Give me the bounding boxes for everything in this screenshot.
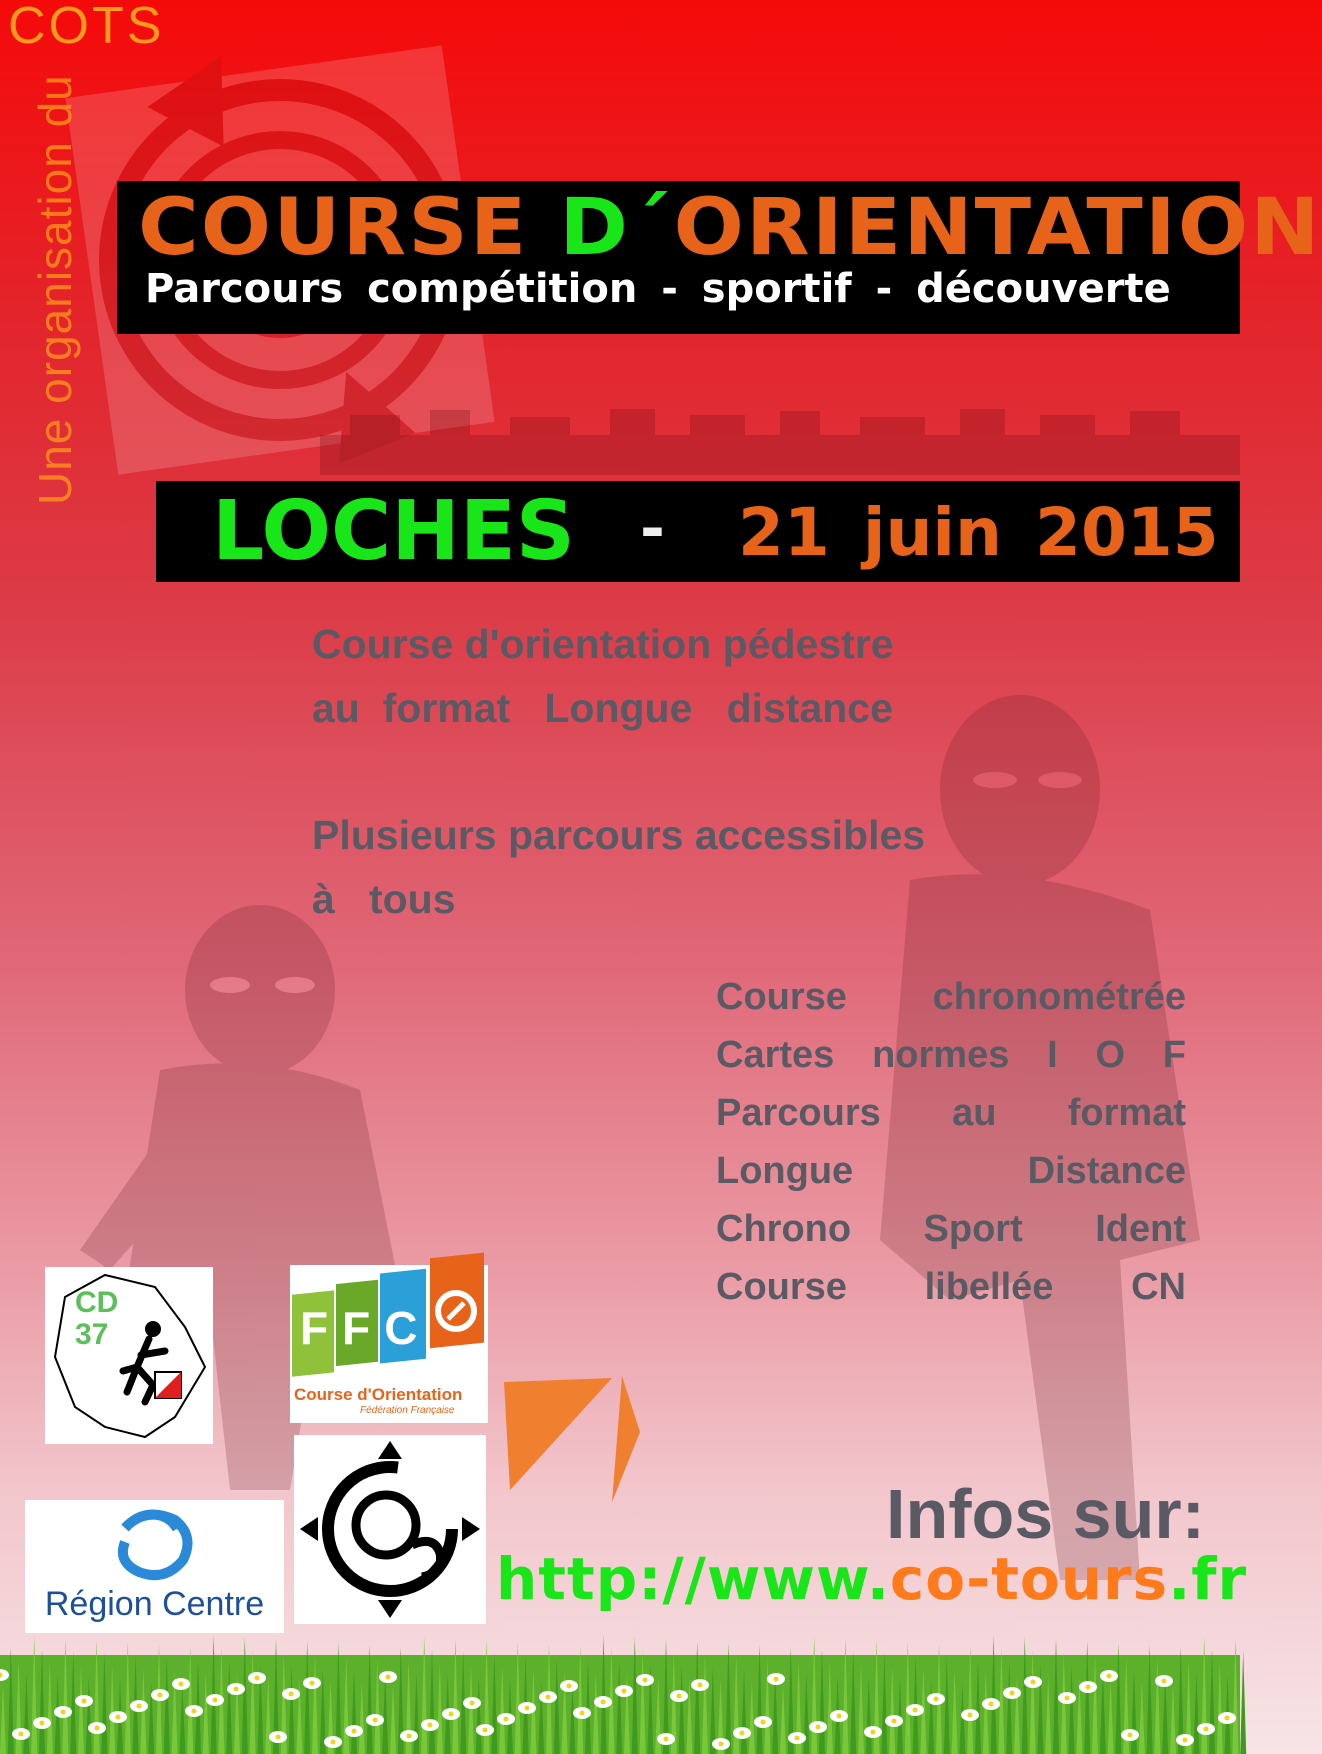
title-d: D´: [559, 183, 674, 273]
description-line-1: Course d'orientation pédestre: [312, 621, 894, 667]
feature-word: Ident: [1095, 1208, 1186, 1250]
feature-word: Course: [716, 1266, 847, 1308]
cots-word: COTS: [8, 0, 165, 55]
page-subtitle: Parcours compétition - sportif - découverte: [145, 266, 1171, 312]
event-city: LOCHES: [212, 484, 575, 579]
description-line-2: au format Longue distance: [312, 685, 893, 731]
feature-word: libellée: [924, 1266, 1054, 1308]
ffco-subcaption: Fédération Française: [360, 1405, 455, 1416]
feature-word: I: [1047, 1034, 1058, 1076]
description-line-3: Plusieurs parcours accessibles: [312, 812, 926, 858]
feature-line: [716, 968, 1186, 1026]
feature-line: [716, 1142, 1186, 1200]
feature-word: Sport: [923, 1208, 1023, 1250]
feature-word: format: [1067, 1092, 1186, 1134]
url-suffix: .fr: [1168, 1545, 1248, 1613]
description-line-4: à tous: [312, 876, 456, 922]
feature-word: chronométrée: [932, 976, 1186, 1018]
grass-decoration: [0, 1615, 1240, 1754]
ffco-logo: [290, 1265, 488, 1423]
ffco-letters: FFC: [300, 1302, 432, 1354]
feature-word: F: [1162, 1034, 1186, 1076]
organizer-vertical-text: Une organisation du: [29, 74, 81, 505]
feature-word: O: [1095, 1034, 1125, 1076]
feature-word: au: [952, 1092, 997, 1134]
feature-word: Chrono: [716, 1208, 852, 1250]
location-separator: -: [640, 494, 665, 564]
feature-line: [716, 1200, 1186, 1258]
features-list: [716, 968, 1186, 1316]
website-link[interactable]: [496, 1545, 1247, 1613]
event-date: 21 juin 2015: [738, 494, 1219, 571]
feature-line: [716, 1258, 1186, 1316]
cd37-text: CD 37: [75, 1286, 119, 1351]
url-prefix: http://www.: [496, 1545, 890, 1613]
feature-line: [716, 1084, 1186, 1142]
town-skyline-silhouette: [320, 405, 1240, 475]
region-centre-logo: [25, 1500, 284, 1633]
feature-word: Parcours: [716, 1092, 881, 1134]
title-orientation: ORIENTATION: [673, 183, 1322, 273]
title-course: COURSE: [138, 183, 529, 273]
infos-label: Infos sur:: [886, 1475, 1205, 1553]
feature-word: normes: [872, 1034, 1010, 1076]
feature-line: [716, 1026, 1186, 1084]
page-title: [138, 183, 1322, 273]
feature-word: CN: [1131, 1266, 1186, 1308]
url-domain: co-tours: [889, 1545, 1169, 1613]
ffco-caption: Course d'Orientation: [294, 1385, 463, 1404]
feature-word: Course: [716, 976, 847, 1018]
cots-logo: [294, 1435, 486, 1624]
feature-word: Distance: [1027, 1150, 1186, 1192]
cd37-logo: [45, 1267, 213, 1444]
orienteering-flag-icon: [502, 1372, 652, 1502]
feature-word: Longue: [716, 1150, 854, 1192]
region-centre-text: Région Centre: [44, 1585, 265, 1623]
feature-word: Cartes: [716, 1034, 835, 1076]
